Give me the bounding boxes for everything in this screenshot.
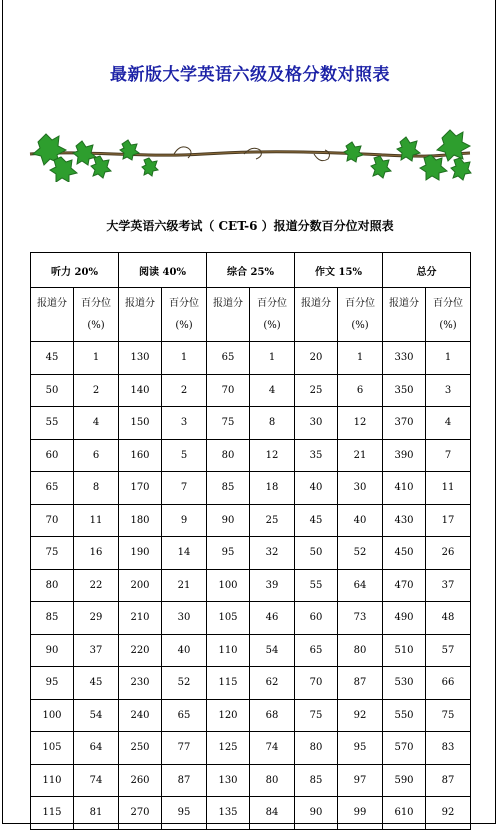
sub-header-cell: 百分位(%) <box>250 288 295 342</box>
table-cell: 65 <box>162 699 207 732</box>
table-cell: 85 <box>207 472 250 505</box>
table-cell: 8 <box>74 472 119 505</box>
table-cell: 26 <box>426 537 471 570</box>
group-header-comprehensive: 综合 25% <box>207 253 295 288</box>
table-cell: 18 <box>250 472 295 505</box>
table-cell: 30 <box>338 472 383 505</box>
table-cell: 550 <box>383 699 426 732</box>
table-cell: 68 <box>250 699 295 732</box>
table-cell: 1 <box>162 342 207 375</box>
table-cell: 65 <box>31 472 74 505</box>
table-row <box>31 602 471 635</box>
table-cell: 75 <box>426 699 471 732</box>
table-cell: 85 <box>295 764 338 797</box>
table-row <box>31 699 471 732</box>
table-cell: 530 <box>383 667 426 700</box>
table-row <box>31 342 471 375</box>
table-cell: 85 <box>31 602 74 635</box>
table-cell: 80 <box>295 732 338 765</box>
table-cell: 140 <box>119 374 162 407</box>
table-cell: 410 <box>383 472 426 505</box>
table-cell: 11 <box>74 504 119 537</box>
table-cell: 40 <box>162 634 207 667</box>
table-cell: 35 <box>295 439 338 472</box>
table-row <box>31 764 471 797</box>
table-cell: 40 <box>338 504 383 537</box>
table-cell: 65 <box>295 634 338 667</box>
sub-header-cell: 百分位(%) <box>338 288 383 342</box>
table-cell: 105 <box>31 732 74 765</box>
table-cell: 160 <box>119 439 162 472</box>
table-cell: 130 <box>207 764 250 797</box>
table-cell: 62 <box>250 667 295 700</box>
table-row <box>31 667 471 700</box>
table-cell: 610 <box>383 797 426 830</box>
table-cell: 115 <box>207 667 250 700</box>
table-row <box>31 504 471 537</box>
table-cell: 29 <box>74 602 119 635</box>
table-cell: 110 <box>207 634 250 667</box>
sub-header-cell: 报道分 <box>119 288 162 342</box>
table-cell: 4 <box>74 407 119 440</box>
table-cell: 230 <box>119 667 162 700</box>
table-row <box>31 634 471 667</box>
table-cell: 5 <box>162 439 207 472</box>
table-cell: 99 <box>338 797 383 830</box>
table-cell: 1 <box>74 342 119 375</box>
table-cell: 2 <box>162 374 207 407</box>
table-cell: 77 <box>162 732 207 765</box>
table-cell: 100 <box>31 699 74 732</box>
sub-header-cell: 报道分 <box>383 288 426 342</box>
table-cell: 52 <box>338 537 383 570</box>
table-cell: 150 <box>119 407 162 440</box>
table-cell: 57 <box>426 634 471 667</box>
table-cell: 50 <box>295 537 338 570</box>
table-row <box>31 407 471 440</box>
table-row <box>31 797 471 830</box>
page-title: 最新版大学英语六级及格分数对照表 <box>110 65 390 85</box>
table-cell: 180 <box>119 504 162 537</box>
table-cell: 65 <box>207 342 250 375</box>
table-cell: 48 <box>426 602 471 635</box>
table-cell: 21 <box>338 439 383 472</box>
table-cell: 7 <box>426 439 471 472</box>
table-cell: 50 <box>31 374 74 407</box>
table-cell: 80 <box>250 764 295 797</box>
table-cell: 490 <box>383 602 426 635</box>
table-cell: 570 <box>383 732 426 765</box>
table-cell: 2 <box>74 374 119 407</box>
sub-header-cell: 报道分 <box>207 288 250 342</box>
table-cell: 32 <box>250 537 295 570</box>
table-cell: 45 <box>295 504 338 537</box>
table-cell: 14 <box>162 537 207 570</box>
table-cell: 66 <box>426 667 471 700</box>
table-cell: 21 <box>162 569 207 602</box>
table-cell: 55 <box>31 407 74 440</box>
table-cell: 46 <box>250 602 295 635</box>
table-cell: 450 <box>383 537 426 570</box>
table-cell: 3 <box>426 374 471 407</box>
table-cell: 74 <box>74 764 119 797</box>
table-cell: 170 <box>119 472 162 505</box>
group-header-total: 总分 <box>383 253 471 288</box>
table-row <box>31 569 471 602</box>
table-cell: 90 <box>31 634 74 667</box>
table-cell: 45 <box>31 342 74 375</box>
table-cell: 105 <box>207 602 250 635</box>
table-cell: 115 <box>31 797 74 830</box>
table-cell: 11 <box>426 472 471 505</box>
table-cell: 83 <box>426 732 471 765</box>
sub-header-cell: 百分位(%) <box>74 288 119 342</box>
table-cell: 260 <box>119 764 162 797</box>
table-row <box>31 439 471 472</box>
table-cell: 22 <box>74 569 119 602</box>
table-cell: 130 <box>119 342 162 375</box>
table-subtitle: 大学英语六级考试（ CET-6 ）报道分数百分位对照表 <box>106 219 394 233</box>
table-cell: 6 <box>74 439 119 472</box>
table-cell: 55 <box>295 569 338 602</box>
sub-header-cell: 百分位(%) <box>162 288 207 342</box>
table-cell: 80 <box>207 439 250 472</box>
table-cell: 200 <box>119 569 162 602</box>
table-cell: 210 <box>119 602 162 635</box>
table-cell: 80 <box>31 569 74 602</box>
table-cell: 6 <box>338 374 383 407</box>
table-cell: 74 <box>250 732 295 765</box>
table-cell: 25 <box>250 504 295 537</box>
table-cell: 64 <box>338 569 383 602</box>
table-cell: 84 <box>250 797 295 830</box>
table-cell: 9 <box>162 504 207 537</box>
table-cell: 30 <box>295 407 338 440</box>
table-cell: 3 <box>162 407 207 440</box>
table-cell: 100 <box>207 569 250 602</box>
sub-header-cell: 报道分 <box>295 288 338 342</box>
table-cell: 430 <box>383 504 426 537</box>
table-cell: 70 <box>295 667 338 700</box>
table-cell: 95 <box>207 537 250 570</box>
table-cell: 75 <box>207 407 250 440</box>
group-header-listening: 听力 20% <box>31 253 119 288</box>
table-cell: 92 <box>338 699 383 732</box>
table-cell: 12 <box>338 407 383 440</box>
table-cell: 81 <box>74 797 119 830</box>
table-row <box>31 537 471 570</box>
table-cell: 80 <box>338 634 383 667</box>
table-cell: 60 <box>295 602 338 635</box>
table-cell: 60 <box>31 439 74 472</box>
table-cell: 90 <box>295 797 338 830</box>
sub-header-row <box>31 288 471 342</box>
table-cell: 39 <box>250 569 295 602</box>
table-cell: 37 <box>426 569 471 602</box>
group-header-row <box>31 253 471 288</box>
table-cell: 25 <box>295 374 338 407</box>
table-cell: 220 <box>119 634 162 667</box>
table-cell: 4 <box>426 407 471 440</box>
table-cell: 97 <box>338 764 383 797</box>
table-cell: 95 <box>162 797 207 830</box>
score-table-body <box>31 342 471 830</box>
table-cell: 37 <box>74 634 119 667</box>
table-cell: 110 <box>31 764 74 797</box>
table-cell: 12 <box>250 439 295 472</box>
table-cell: 120 <box>207 699 250 732</box>
table-cell: 7 <box>162 472 207 505</box>
table-cell: 40 <box>295 472 338 505</box>
table-cell: 8 <box>250 407 295 440</box>
table-cell: 4 <box>250 374 295 407</box>
table-cell: 54 <box>74 699 119 732</box>
table-cell: 390 <box>383 439 426 472</box>
table-cell: 20 <box>295 342 338 375</box>
table-cell: 75 <box>295 699 338 732</box>
group-header-writing: 作文 15% <box>295 253 383 288</box>
table-cell: 270 <box>119 797 162 830</box>
table-cell: 54 <box>250 634 295 667</box>
vine-decoration-icon <box>24 124 476 182</box>
table-cell: 90 <box>207 504 250 537</box>
table-cell: 350 <box>383 374 426 407</box>
score-table <box>30 252 471 830</box>
table-cell: 95 <box>31 667 74 700</box>
table-row <box>31 732 471 765</box>
table-cell: 370 <box>383 407 426 440</box>
table-row <box>31 472 471 505</box>
table-cell: 45 <box>74 667 119 700</box>
table-cell: 92 <box>426 797 471 830</box>
sub-header-cell: 报道分 <box>31 288 74 342</box>
table-cell: 590 <box>383 764 426 797</box>
table-cell: 87 <box>162 764 207 797</box>
table-cell: 95 <box>338 732 383 765</box>
table-cell: 190 <box>119 537 162 570</box>
table-cell: 64 <box>74 732 119 765</box>
table-cell: 87 <box>426 764 471 797</box>
table-cell: 70 <box>31 504 74 537</box>
table-cell: 16 <box>74 537 119 570</box>
group-header-reading: 阅读 40% <box>119 253 207 288</box>
sub-header-cell: 百分位(%) <box>426 288 471 342</box>
table-cell: 52 <box>162 667 207 700</box>
table-cell: 135 <box>207 797 250 830</box>
table-cell: 17 <box>426 504 471 537</box>
table-cell: 87 <box>338 667 383 700</box>
table-cell: 240 <box>119 699 162 732</box>
table-cell: 70 <box>207 374 250 407</box>
table-cell: 73 <box>338 602 383 635</box>
table-cell: 75 <box>31 537 74 570</box>
table-row <box>31 374 471 407</box>
table-cell: 125 <box>207 732 250 765</box>
table-cell: 1 <box>250 342 295 375</box>
table-cell: 470 <box>383 569 426 602</box>
table-cell: 250 <box>119 732 162 765</box>
table-cell: 510 <box>383 634 426 667</box>
table-cell: 30 <box>162 602 207 635</box>
table-cell: 1 <box>426 342 471 375</box>
table-cell: 1 <box>338 342 383 375</box>
table-cell: 330 <box>383 342 426 375</box>
